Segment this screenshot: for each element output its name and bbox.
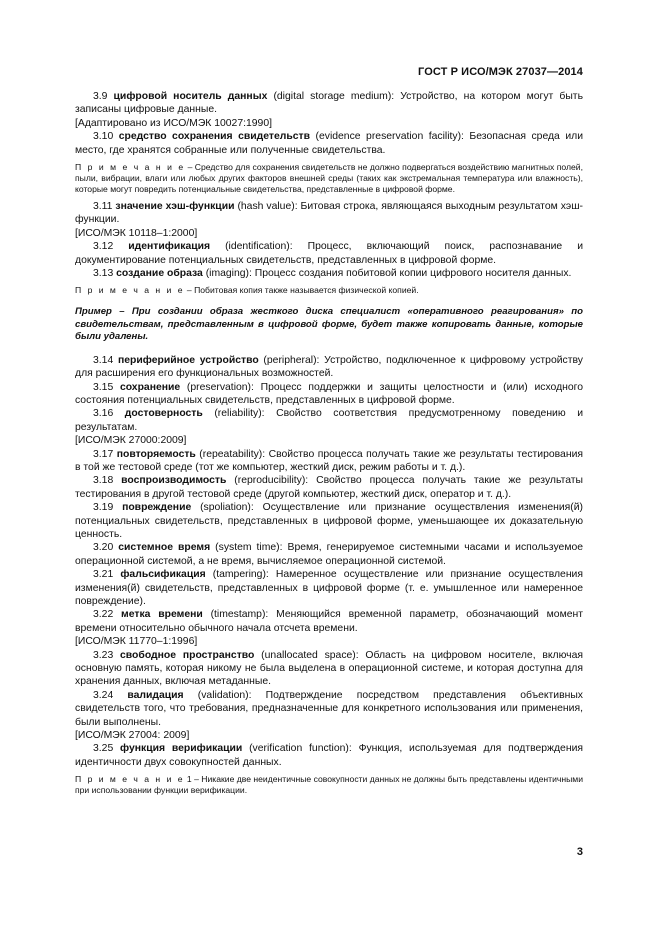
example: Пример – При создании образа жесткого диска специалист «оперативного реагирования» по свидетельствам, представленным в цифровой форме, будет также копировать данные, которые были удалены. bbox=[75, 306, 583, 343]
term-text: (tampering): Намеренное осуществление или признание осуществления изменения(й) свидетельств, представленных в цифровой форме (т. е. умышленное или намеренное повреждение). bbox=[75, 569, 583, 607]
term-definition bbox=[75, 354, 583, 381]
term-number: 3.21 bbox=[93, 569, 114, 581]
term-number: 3.18 bbox=[93, 475, 114, 487]
term-text: (peripheral): Устройство, подключенное к цифровому устройству для расширения его функциональных возможностей. bbox=[75, 354, 583, 380]
term-number: 3.11 bbox=[93, 201, 113, 213]
term-name: функция верификации bbox=[120, 743, 243, 755]
reference-text: [ИСО/МЭК 27000:2009] bbox=[75, 435, 187, 447]
term-name: средство сохранения свидетельств bbox=[118, 131, 311, 143]
term-definition bbox=[75, 90, 583, 117]
source-reference bbox=[75, 635, 583, 648]
term-name: периферийное устройство bbox=[117, 354, 259, 366]
term-text: (verification function): Функция, используемая для подтверждения идентичности двух совокупностей данных. bbox=[75, 743, 584, 768]
term-name: воспроизводимость bbox=[121, 475, 227, 487]
term-text: (digital storage medium): Устройство, на котором могут быть записаны цифровые данные. bbox=[75, 91, 583, 116]
source-reference bbox=[75, 117, 583, 130]
term-definition bbox=[75, 448, 583, 475]
term-number: 3.13 bbox=[93, 268, 114, 280]
note-text: – Средство для сохранения свидетельств не должно подвергаться воздействию магнитных полей, пыли, вибрации, влаги или любых других факторов внешней среды (таких как экстремальная температура или влажность), которые могут повредить потенциальные свидетельства, представленные в цифровой форме. bbox=[75, 162, 583, 195]
term-definition bbox=[75, 501, 583, 541]
source-reference bbox=[75, 227, 583, 240]
note bbox=[75, 162, 583, 195]
term-text: (timestamp): Меняющийся временной параметр, обозначающий момент времени относительно обычного начала отсчета времени. bbox=[75, 609, 583, 634]
note-label: П р и м е ч а н и е bbox=[75, 162, 186, 173]
note bbox=[75, 285, 583, 296]
term-name: достоверность bbox=[124, 408, 203, 420]
term-text: (evidence preservation facility): Безопасная среда или место, где хранятся собранные или полученные свидетельства. bbox=[75, 131, 583, 156]
term-number: 3.15 bbox=[93, 381, 114, 393]
term-text: (identification): Процесс, включающий поиск, распознавание и документирование потенциальных свидетельств, представленных в цифровой форме. bbox=[75, 241, 583, 266]
term-number: 3.17 bbox=[93, 448, 114, 460]
term-name: фальсификация bbox=[120, 569, 206, 581]
term-number: 3.24 bbox=[93, 689, 114, 701]
term-definition bbox=[75, 541, 583, 568]
term-number: 3.14 bbox=[93, 354, 114, 366]
term-name: метка времени bbox=[121, 609, 203, 621]
page-number: 3 bbox=[576, 846, 583, 858]
term-definition bbox=[75, 742, 583, 769]
term-definition bbox=[75, 689, 583, 729]
term-number: 3.25 bbox=[93, 743, 114, 755]
term-text: (spoliation): Осуществление или признание осуществления изменения(й) потенциальных свидетельств, представленных в цифровой форме, уменьшающее их доказательную ценность. bbox=[75, 502, 583, 540]
term-name: системное время bbox=[118, 542, 211, 554]
term-name: сохранение bbox=[119, 381, 181, 393]
term-number: 3.23 bbox=[93, 649, 114, 661]
term-text: (hash value): Битовая строка, являющаяся выходным результатом хэш-функции. bbox=[75, 201, 584, 226]
note-label: П р и м е ч а н и е bbox=[75, 774, 185, 785]
term-definition bbox=[75, 240, 583, 267]
term-definition bbox=[75, 407, 583, 434]
term-number: 3.19 bbox=[93, 502, 114, 514]
term-name: идентификация bbox=[128, 241, 211, 253]
document-header: ГОСТ Р ИСО/МЭК 27037—2014 bbox=[418, 66, 583, 78]
term-number: 3.9 bbox=[93, 91, 108, 102]
term-name: свободное пространство bbox=[120, 649, 255, 661]
term-text: (validation): Подтверждение посредством представления объективных свидетельств того, что требования, предназначенные для конкретного использования или применения, были выполнены. bbox=[75, 689, 584, 728]
note-label: П р и м е ч а н и е bbox=[75, 285, 185, 296]
note bbox=[75, 774, 583, 796]
term-number: 3.10 bbox=[93, 131, 114, 143]
term-text: (imaging): Процесс создания побитовой копии цифрового носителя данных. bbox=[202, 268, 572, 280]
reference-text: [ИСО/МЭК 11770–1:1996] bbox=[75, 636, 198, 648]
reference-text: [Адаптировано из ИСО/МЭК 10027:1990] bbox=[75, 117, 273, 129]
term-text: (repeatability): Свойство процесса получать такие же результаты тестирования в той же тестовой среде (тот же компьютер, жесткий диск, режим работы и т. д.). bbox=[75, 448, 583, 473]
note-text: 1 – Никакие две неидентичные совокупности данных не должны быть представлены идентичными при использовании функции верификации. bbox=[75, 774, 583, 796]
term-definition bbox=[75, 200, 583, 227]
term-text: (system time): Время, генерируемое системными часами и используемое операционной системой, а не время, вычисляемое операционной системой. bbox=[75, 542, 584, 567]
term-text: (unallocated space): Область на цифровом носителе, включая основную память, которая никому не была выделена в операционной системе, и которая доступна для хранения данных, включая метаданные. bbox=[75, 649, 583, 688]
term-definition bbox=[75, 649, 583, 689]
source-reference bbox=[75, 729, 583, 742]
reference-text: [ИСО/МЭК 10118–1:2000] bbox=[75, 227, 198, 239]
term-number: 3.22 bbox=[93, 609, 114, 621]
term-definition bbox=[75, 474, 583, 501]
term-text: (preservation): Процесс поддержки и защиты целостности и (или) исходного состояния потенциальных свидетельств, представленных в цифровой форме. bbox=[75, 381, 583, 406]
term-name: значение хэш-функции bbox=[115, 201, 235, 213]
term-definition bbox=[75, 608, 583, 635]
term-text: (reliability): Свойство соответствия предусмотренному поведению и результатам. bbox=[75, 408, 583, 433]
reference-text: [ИСО/МЭК 27004: 2009] bbox=[75, 730, 190, 742]
term-number: 3.12 bbox=[93, 241, 114, 253]
term-name: повторяемость bbox=[116, 448, 196, 460]
term-text: (reproducibility): Свойство процесса получать такие же результаты тестирования в другой тестовой среде (другой компьютер, жесткий диск, оператор и т. д.). bbox=[75, 475, 584, 500]
term-definition bbox=[75, 381, 583, 408]
source-reference bbox=[75, 434, 583, 447]
document-body bbox=[75, 90, 583, 801]
term-name: валидация bbox=[127, 689, 184, 701]
term-number: 3.20 bbox=[93, 542, 114, 554]
term-name: повреждение bbox=[122, 502, 192, 514]
term-name: создание образа bbox=[116, 268, 203, 280]
term-definition bbox=[75, 130, 583, 157]
term-definition bbox=[75, 568, 583, 608]
note-text: – Побитовая копия также называется физической копией. bbox=[184, 285, 419, 296]
term-definition bbox=[75, 267, 583, 280]
term-name: цифровой носитель данных bbox=[113, 91, 268, 102]
term-number: 3.16 bbox=[93, 408, 114, 420]
